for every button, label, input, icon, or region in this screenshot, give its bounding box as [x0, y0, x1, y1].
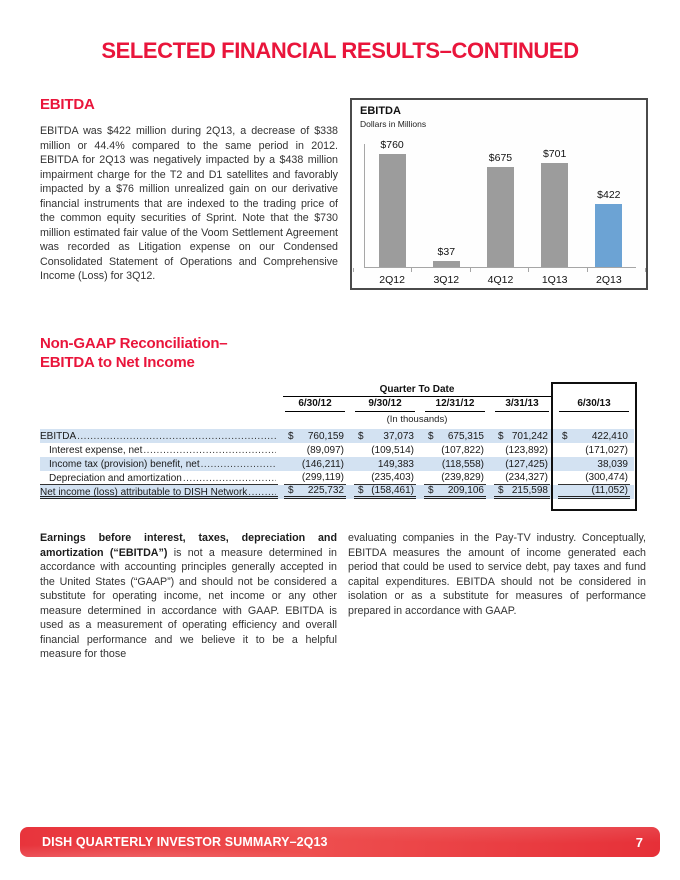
x-axis-label: 4Q12 — [487, 274, 514, 286]
value-cell — [280, 485, 350, 499]
row-label: Income tax (provision) benefit, net — [49, 459, 200, 470]
column-header-cell — [350, 398, 420, 412]
x-axis-label: 1Q13 — [541, 274, 568, 286]
bar — [487, 167, 514, 267]
ebitda-paragraph: EBITDA was $422 million during 2Q13, a decrease of $338 million or 44.4% compared to the same period in 2012. EBITDA for 2Q13 was negatively impacted by a $438 million impairment charge for the T2 and D1 satellites and favorably impacted by a $76 million unrealized gain on our derivative financial instruments that are indexed to the trading price of the common equity securities of Sprint. Note that the $730 million estimated fair value of the Voom Settlement Agreement was recorded as Litigation expense on our Condensed Consolidated Statement of Operations and Comprehensive Income (Loss) for 3Q12. — [40, 125, 338, 283]
value-cell — [350, 471, 420, 485]
chart-subtitle: Dollars in Millions — [360, 119, 427, 129]
reconciliation-heading-line1: Non-GAAP Reconciliation– — [40, 335, 228, 352]
bar-value-label: $760 — [380, 139, 404, 151]
table-row — [40, 485, 634, 499]
row-label: EBITDA — [40, 431, 77, 442]
value-text: (234,327) — [505, 472, 548, 483]
row-label: Interest expense, net — [49, 445, 143, 456]
axis-tick — [353, 268, 354, 272]
row-label-cell — [40, 429, 280, 443]
value-inner — [494, 457, 550, 471]
column-header-text: 12/31/12 — [425, 398, 485, 412]
column-header-text: 6/30/13 — [559, 398, 629, 412]
column-header-cell — [554, 398, 634, 412]
value-text: (11,052) — [591, 485, 628, 496]
row-label-cell — [40, 443, 280, 457]
value-text: 760,159 — [307, 430, 344, 442]
axis-tick — [587, 268, 588, 272]
dot-leaders — [248, 487, 276, 498]
footnote-left-column — [40, 531, 337, 662]
bar — [595, 204, 622, 267]
value-inner — [494, 471, 550, 485]
value-inner — [354, 443, 416, 457]
value-inner — [354, 471, 416, 485]
value-cell — [280, 429, 350, 443]
footer-bar — [20, 827, 660, 857]
dollar-sign: $ — [288, 430, 294, 442]
value-inner — [284, 443, 346, 457]
value-text: 209,106 — [447, 485, 484, 496]
value-inner — [494, 429, 550, 443]
value-cell — [280, 471, 350, 485]
bar-value-label: $422 — [597, 189, 621, 201]
value-inner — [424, 457, 486, 471]
value-cell — [490, 429, 554, 443]
value-cell — [280, 443, 350, 457]
chart-ticks — [353, 268, 646, 272]
table-row — [40, 471, 634, 485]
value-inner — [284, 471, 346, 485]
bar-value-label: $675 — [488, 152, 513, 164]
value-inner — [494, 443, 550, 457]
table-column-header-row — [40, 397, 634, 413]
ebitda-bar-chart — [350, 98, 648, 290]
bar-value-label: $701 — [542, 148, 567, 160]
row-label-inner — [40, 457, 278, 471]
value-inner — [284, 485, 346, 499]
value-cell — [490, 471, 554, 485]
dollar-sign: $ — [428, 485, 434, 496]
row-label-inner — [40, 471, 278, 485]
dot-leaders — [183, 473, 276, 484]
value-cell — [350, 485, 420, 499]
value-inner — [424, 429, 486, 443]
dollar-sign: $ — [288, 485, 294, 496]
chart-bars — [365, 139, 636, 267]
value-text: (118,558) — [441, 458, 484, 470]
value-inner — [424, 443, 486, 457]
value-inner — [424, 471, 486, 485]
dollar-sign: $ — [498, 485, 504, 496]
dollar-sign: $ — [428, 430, 434, 442]
value-text: (107,822) — [441, 444, 484, 456]
value-cell — [350, 457, 420, 471]
chart-xlabels — [365, 274, 636, 286]
row-label-inner — [40, 429, 278, 443]
value-text: (299,119) — [301, 472, 344, 483]
axis-tick — [645, 268, 646, 272]
row-label: Depreciation and amortization — [49, 473, 182, 484]
x-axis-label: 2Q13 — [596, 274, 622, 286]
value-text: (235,403) — [371, 472, 414, 483]
bar-group — [541, 148, 568, 267]
dollar-sign: $ — [562, 430, 568, 442]
value-cell — [350, 429, 420, 443]
column-header-text: 9/30/12 — [355, 398, 415, 412]
group-header-cell — [280, 384, 554, 397]
value-cell — [350, 443, 420, 457]
value-inner — [494, 485, 550, 499]
reconciliation-heading-line2: EBITDA to Net Income — [40, 354, 195, 371]
table-row — [40, 429, 634, 443]
axis-tick — [528, 268, 529, 272]
value-cell — [420, 457, 490, 471]
dollar-sign: $ — [358, 485, 364, 496]
value-text: 675,315 — [447, 430, 484, 442]
footnote-right-column: evaluating companies in the Pay-TV industry. Conceptually, EBITDA measures the amount of income generated each period that could be used to service debt, pay taxes and fund capital expenditures. EBITDA should not be considered in isolation or as a substitute for measures of performance prepared in accordance with GAAP. — [348, 532, 646, 617]
units-note: (In thousands) — [386, 414, 448, 425]
value-inner — [284, 429, 346, 443]
footer-page-number: 7 — [635, 834, 643, 850]
axis-tick — [411, 268, 412, 272]
value-text: (300,474) — [585, 472, 628, 483]
value-text: 701,242 — [511, 430, 548, 442]
axis-tick — [470, 268, 471, 272]
column-header-text: 3/31/13 — [495, 398, 549, 412]
value-cell — [554, 471, 634, 485]
value-inner — [558, 457, 630, 471]
row-label-cell — [40, 485, 280, 499]
bar-group — [595, 189, 622, 267]
value-cell — [554, 485, 634, 499]
reconciliation-heading — [40, 334, 227, 372]
value-inner — [558, 471, 630, 485]
bar — [541, 163, 568, 267]
table-row — [40, 443, 634, 457]
table-units-row — [40, 413, 634, 429]
value-cell — [554, 429, 634, 443]
group-header-text: Quarter To Date — [283, 384, 551, 397]
value-text: (171,027) — [585, 444, 628, 456]
value-text: 37,073 — [383, 430, 414, 442]
value-text: (109,514) — [371, 444, 414, 456]
dot-leaders — [77, 431, 276, 442]
footer-title: DISH QUARTERLY INVESTOR SUMMARY–2Q13 — [42, 835, 328, 849]
value-inner — [354, 429, 416, 443]
value-text: (127,425) — [505, 458, 548, 470]
footnote-left-text: is not a measure determined in accordance with accounting principles generally accepted in the United States (“GAAP”) and should not be considered a substitute for operating income, net income or any other measure determined in accordance with GAAP. EBITDA is used as a measurement of operating efficiency and overall financial performance and we believe it to be a helpful measure for those — [40, 546, 337, 661]
row-label-inner — [40, 485, 278, 499]
value-text: 215,598 — [511, 485, 548, 496]
chart-title: EBITDA — [360, 105, 401, 117]
row-label: Net income (loss) attributable to DISH Network — [40, 487, 248, 498]
value-inner — [354, 485, 416, 499]
value-text: (146,211) — [301, 458, 344, 470]
bar — [379, 154, 406, 267]
table-row — [40, 457, 634, 471]
column-header-cell — [490, 398, 554, 412]
value-text: (89,097) — [306, 444, 344, 456]
value-inner — [558, 443, 630, 457]
value-inner — [354, 457, 416, 471]
value-text: 225,732 — [307, 485, 344, 496]
x-axis-label: 3Q12 — [433, 274, 460, 286]
table-group-header-row — [40, 383, 634, 397]
bar-group — [487, 152, 514, 267]
value-cell — [420, 443, 490, 457]
value-text: (123,892) — [505, 444, 548, 456]
value-cell — [554, 443, 634, 457]
dollar-sign: $ — [358, 430, 364, 442]
value-inner — [558, 485, 630, 499]
value-cell — [420, 429, 490, 443]
column-header-cell — [280, 398, 350, 412]
row-label-inner — [40, 443, 278, 457]
value-text: 149,383 — [377, 458, 414, 470]
value-text: (239,829) — [441, 472, 484, 483]
bar-value-label: $37 — [437, 246, 456, 258]
ebitda-section-heading: EBITDA — [40, 96, 95, 113]
value-cell — [490, 443, 554, 457]
value-cell — [420, 471, 490, 485]
bar-group — [379, 139, 406, 267]
reconciliation-table — [40, 383, 634, 499]
value-text: 422,410 — [591, 430, 628, 442]
row-label-cell — [40, 471, 280, 485]
chart-plot-area — [364, 139, 636, 268]
value-cell — [490, 457, 554, 471]
value-cell — [490, 485, 554, 499]
column-header-cell — [420, 398, 490, 412]
dollar-sign: $ — [498, 430, 504, 442]
value-inner — [284, 457, 346, 471]
value-inner — [424, 485, 486, 499]
bar-group — [433, 246, 460, 267]
row-label-cell — [40, 457, 280, 471]
column-header-text: 6/30/12 — [285, 398, 345, 412]
value-cell — [420, 485, 490, 499]
value-text: 38,039 — [597, 458, 628, 470]
value-cell — [280, 457, 350, 471]
dot-leaders — [201, 459, 276, 470]
dot-leaders — [143, 445, 276, 456]
value-inner — [558, 429, 630, 443]
value-cell — [554, 457, 634, 471]
footnote-bold-lead: Earnings before interest, taxes, depreciation and amortization (“EBITDA”) — [40, 532, 337, 559]
x-axis-label: 2Q12 — [379, 274, 405, 286]
value-text: (158,461) — [371, 485, 414, 496]
page-title: SELECTED FINANCIAL RESULTS–CONTINUED — [101, 38, 579, 63]
